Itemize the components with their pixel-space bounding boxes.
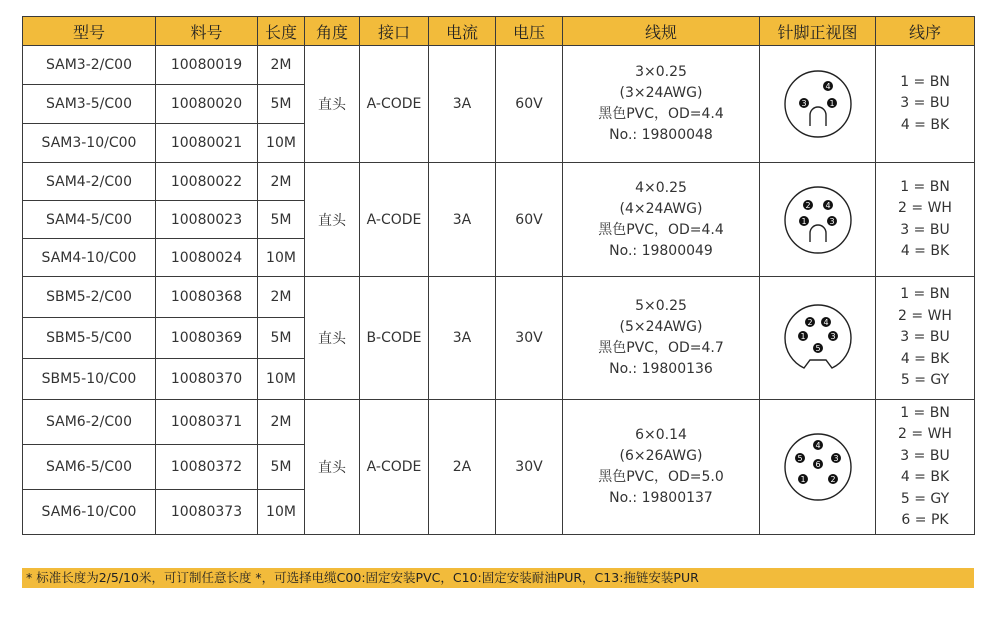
wiring-cell [876,46,975,163]
angle-cell: 直头 [305,400,360,535]
part-number-cell: 10080020 [156,85,258,124]
table-row [23,163,975,201]
conductor-size: 3×0.25 [635,64,687,80]
wire-color-3: 3 = BU [900,221,950,238]
svg-text:5: 5 [814,344,821,353]
part-number-cell: 10080022 [156,163,258,201]
current-cell: 3A [429,277,496,400]
wire-color-6: 6 = PK [901,512,949,528]
current-cell: 3A [429,163,496,277]
header-voltage: 电压 [496,17,563,46]
wire-color-4: 4 = BK [900,116,950,133]
length-cell: 10M [258,490,305,535]
wire-color-2: 2 = WH [898,307,952,324]
model-cell: SBM5-5/C00 [23,318,156,359]
svg-text:5: 5 [796,454,803,463]
part-number-cell: 10080371 [156,400,258,445]
wiring-cell [876,400,975,535]
part-number-cell: 10080024 [156,239,258,277]
current-cell: 2A [429,400,496,535]
header-part-number: 料号 [156,17,258,46]
table-row [23,400,975,445]
wire-spec-cell [563,400,760,535]
header-wiring: 线序 [876,17,975,46]
current-cell: 3A [429,46,496,163]
model-cell: SBM5-2/C00 [23,277,156,318]
length-cell: 10M [258,124,305,163]
wire-color-1: 1 = BN [900,73,950,90]
svg-text:3: 3 [832,454,839,463]
model-cell: SAM3-2/C00 [23,46,156,85]
svg-text:2: 2 [806,318,813,327]
cable-number: No.: 19800049 [609,242,713,259]
length-cell: 5M [258,318,305,359]
svg-text:4: 4 [814,441,821,450]
awg-size: (4×24AWG) [619,200,703,217]
wiring-cell [876,277,975,400]
length-cell: 5M [258,201,305,239]
pin-view-cell [760,46,876,163]
length-cell: 10M [258,239,305,277]
voltage-cell: 30V [496,400,563,535]
conductor-size: 6×0.14 [635,427,687,443]
wire-color-1: 1 = BN [900,178,950,195]
header-pin-view: 针脚正视图 [760,17,876,46]
conductor-size: 4×0.25 [635,179,687,196]
svg-text:4: 4 [824,200,831,210]
voltage-cell: 30V [496,277,563,400]
wire-color-3: 3 = BU [900,95,950,112]
voltage-cell: 60V [496,163,563,277]
svg-text:4: 4 [822,318,829,327]
header-model: 型号 [23,17,156,46]
length-cell: 10M [258,359,305,400]
svg-text:6: 6 [814,460,821,469]
wire-spec-cell [563,163,760,277]
header-current: 电流 [429,17,496,46]
awg-size: (3×24AWG) [619,85,703,101]
wire-color-2: 2 = WH [898,426,952,442]
part-number-cell: 10080370 [156,359,258,400]
m8-6pin-a-code-face-icon [778,427,858,507]
length-cell: 2M [258,46,305,85]
jacket-od: 黑色PVC，OD=4.7 [598,340,724,356]
wire-color-3: 3 = BU [900,329,950,346]
length-cell: 5M [258,85,305,124]
model-cell: SAM3-10/C00 [23,124,156,163]
model-cell: SAM6-2/C00 [23,400,156,445]
header-angle: 角度 [305,17,360,46]
wiring-cell [876,163,975,277]
jacket-od: 黑色PVC，OD=4.4 [598,221,724,238]
wire-color-4: 4 = BK [900,469,950,485]
m8-5pin-b-code-face-icon [778,298,858,378]
cable-number: No.: 19800136 [609,361,713,377]
svg-text:3: 3 [829,332,836,341]
cable-spec-table [22,16,975,535]
part-number-cell: 10080023 [156,201,258,239]
wire-spec-cell [563,277,760,400]
table-header-row [23,17,975,46]
part-number-cell: 10080019 [156,46,258,85]
model-cell: SAM4-2/C00 [23,163,156,201]
m8-4pin-a-code-face-icon [778,180,858,260]
model-cell: SAM4-10/C00 [23,239,156,277]
pin-view-cell [760,163,876,277]
interface-cell: B-CODE [360,277,429,400]
table-row [23,277,975,318]
interface-cell: A-CODE [360,400,429,535]
model-cell: SAM6-5/C00 [23,445,156,490]
angle-cell: 直头 [305,163,360,277]
length-cell: 5M [258,445,305,490]
model-cell: SAM6-10/C00 [23,490,156,535]
header-wire-gauge: 线规 [563,17,760,46]
svg-text:1: 1 [799,475,806,484]
wire-color-4: 4 = BK [900,243,950,259]
wire-color-5: 5 = GY [900,372,950,389]
svg-text:1: 1 [828,99,835,108]
part-number-cell: 10080372 [156,445,258,490]
header-length: 长度 [258,17,305,46]
cable-number: No.: 19800048 [609,127,713,143]
svg-text:4: 4 [824,82,831,91]
part-number-cell: 10080369 [156,318,258,359]
part-number-cell: 10080368 [156,277,258,318]
angle-cell: 直头 [305,46,360,163]
svg-text:2: 2 [829,475,836,484]
interface-cell: A-CODE [360,46,429,163]
pin-view-cell [760,400,876,535]
svg-text:1: 1 [800,216,807,226]
wire-color-1: 1 = BN [900,286,950,303]
wire-color-5: 5 = GY [900,490,950,507]
part-number-cell: 10080021 [156,124,258,163]
wire-color-4: 4 = BK [900,350,950,367]
angle-cell: 直头 [305,277,360,400]
cable-number: No.: 19800137 [609,490,713,506]
length-cell: 2M [258,163,305,201]
jacket-od: 黑色PVC，OD=5.0 [598,469,724,485]
pin-view-cell [760,277,876,400]
wire-color-1: 1 = BN [900,404,950,421]
m8-3pin-a-code-face-icon [778,64,858,144]
conductor-size: 5×0.25 [635,298,687,314]
part-number-cell: 10080373 [156,490,258,535]
wire-color-2: 2 = WH [898,200,952,216]
model-cell: SAM4-5/C00 [23,201,156,239]
wire-spec-cell [563,46,760,163]
awg-size: (6×26AWG) [619,448,703,464]
svg-text:2: 2 [804,200,811,210]
svg-text:3: 3 [800,99,807,108]
interface-cell: A-CODE [360,163,429,277]
voltage-cell: 60V [496,46,563,163]
jacket-od: 黑色PVC，OD=4.4 [598,106,724,122]
length-cell: 2M [258,400,305,445]
svg-text:3: 3 [828,216,835,226]
footnote-banner: * 标准长度为2/5/10米，可订制任意长度 *，可选择电缆C00:固定安装PVC，C10:固定安装耐油PUR，C13:拖链安装PUR [22,568,974,588]
header-interface: 接口 [360,17,429,46]
table-row [23,46,975,85]
model-cell: SAM3-5/C00 [23,85,156,124]
length-cell: 2M [258,277,305,318]
awg-size: (5×24AWG) [619,319,703,335]
wire-color-3: 3 = BU [900,447,950,464]
model-cell: SBM5-10/C00 [23,359,156,400]
svg-text:1: 1 [799,332,806,341]
